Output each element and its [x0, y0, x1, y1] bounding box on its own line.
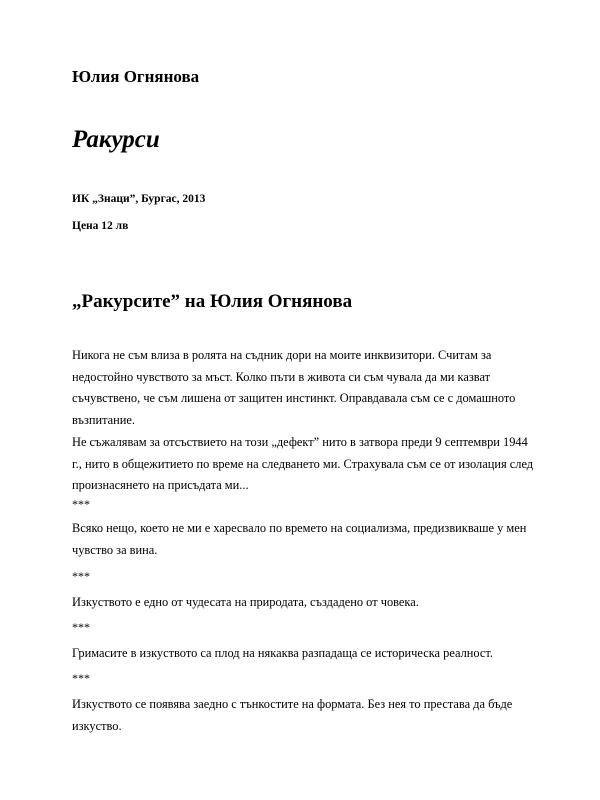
paragraph-6 [72, 694, 524, 737]
paragraph-4 [72, 592, 524, 614]
price-info: Цена 12 лв [72, 220, 129, 232]
paragraph-line: възпитание. [72, 412, 136, 427]
article-heading: „Ракурсите” на Юлия Огнянова [72, 291, 353, 312]
paragraph-line: Гримасите в изкуството са плод на някаква разпадаща се историческа реалност. [72, 646, 494, 660]
paragraph-3 [72, 518, 527, 561]
section-separator: *** [72, 569, 90, 583]
paragraph-line: изкуство. [72, 718, 122, 733]
publisher-info: ИК „Знаци”, Бургас, 2013 [72, 193, 206, 205]
book-title: Ракурси [72, 126, 160, 153]
paragraph-line: Не съжалявам за отсъствието на този „дефект” нито в затвора преди 9 септември 1944 [72, 435, 528, 449]
section-separator: *** [72, 497, 90, 511]
paragraph-5 [72, 643, 524, 665]
paragraph-line: Никога не съм влиза в ролята на съдник дори на моите инквизитори. Считам за [72, 348, 492, 362]
paragraph-line: чувство за вина. [72, 542, 158, 557]
section-separator: *** [72, 671, 90, 685]
paragraph-line: г., нито в общежитието по време на следването ми. Страхувала съм се от изолация след [72, 456, 534, 471]
paragraph-1 [72, 345, 524, 431]
author-name: Юлия Огнянова [72, 67, 200, 86]
section-separator: *** [72, 620, 90, 634]
paragraph-line: недостойно чувството за мъст. Колко пъти в живота си съм чувала да ми казват [72, 369, 491, 384]
paragraph-line: съчувствено, че съм лишена от защитен инстинкт. Оправдавала съм се с домашното [72, 391, 516, 405]
paragraph-2 [72, 432, 534, 497]
paragraph-line: Изкуството се появява заедно с тънкостите на формата. Без нея то престава да бъде [72, 697, 513, 711]
paragraph-line: произнасянето на присъдата ми... [72, 478, 249, 492]
paragraph-line: Изкуството е едно от чудесата на природата, създадено от човека. [72, 595, 419, 609]
paragraph-line: Всяко нещо, което не ми е харесвало по времето на социализма, предизвикваше у мен [72, 521, 527, 535]
